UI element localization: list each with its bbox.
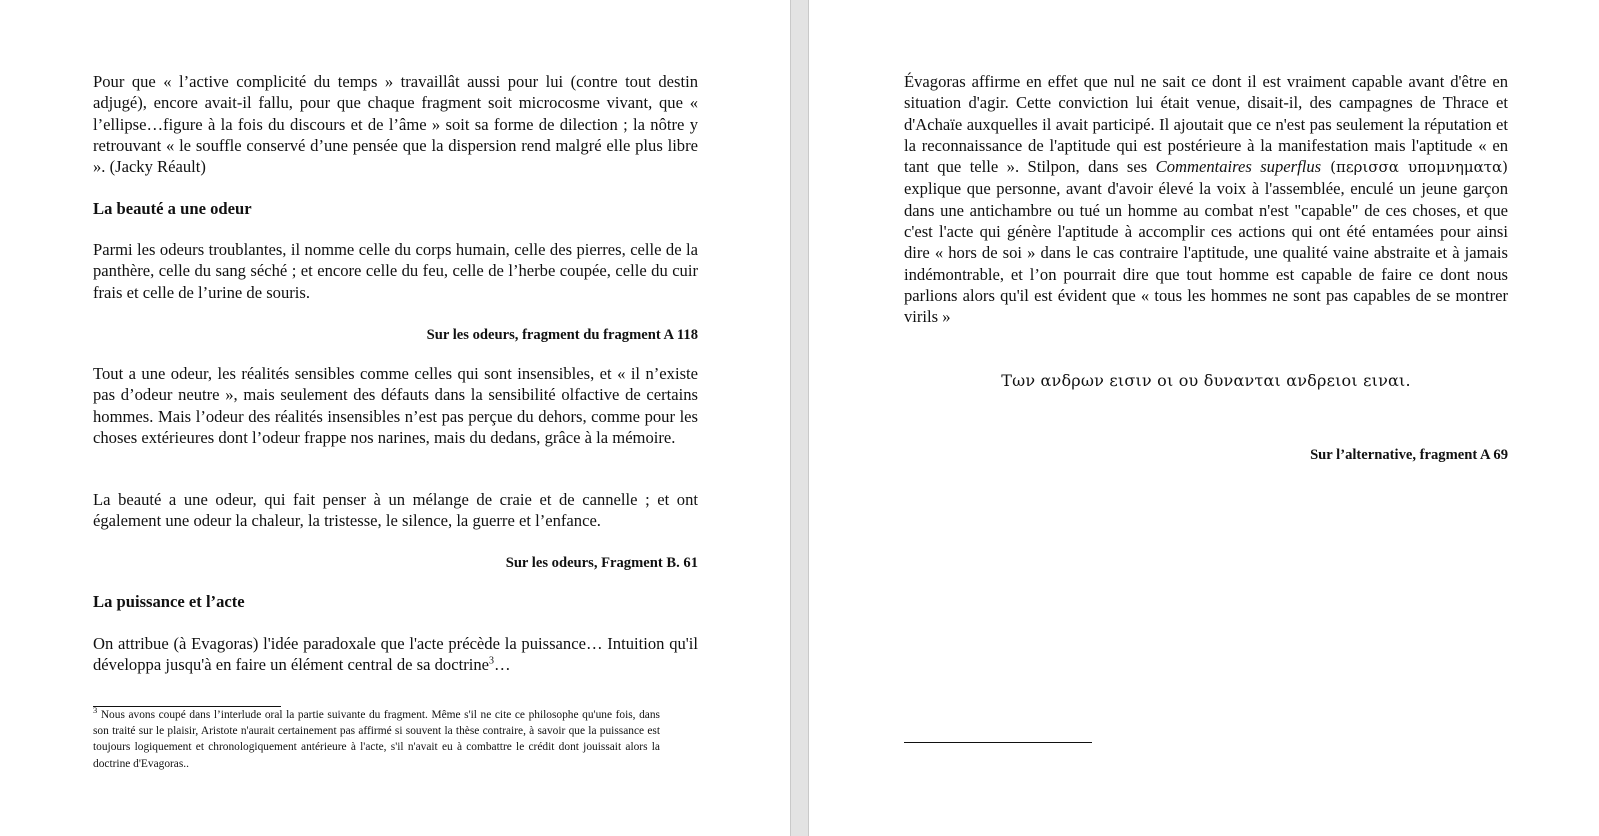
footnote-separator-right bbox=[904, 742, 1092, 743]
page-gutter bbox=[790, 0, 809, 836]
greek-book-title: (περισσα υπομνηματα) bbox=[1321, 158, 1508, 177]
footnote-number: 3 bbox=[93, 705, 98, 716]
section-heading-power-act: La puissance et l’acte bbox=[93, 592, 245, 611]
power-act-ellipsis: … bbox=[494, 655, 511, 675]
power-act-text: On attribue (à Evagoras) l'idée paradoxale que l'acte précède la puissance… Intuition qu'il développa jusqu'à en faire un élément central de sa doctrine bbox=[93, 634, 698, 675]
footnote bbox=[93, 707, 660, 772]
evagoras-text-end: explique que personne, avant d'avoir élevé la voix à l'assemblée, enculé un jeune garçon dans une antichambre ou tué un homme au combat n'est "capable" de ces choses, et que c'est l'acte qui génère l'aptitude à accomplir ces actions qui ont été entamées pour ainsi dire « hors de soi » dans le cas contraire l'aptitude, une qualité vaine abstraite et à jamais indémontrable, et l’on pourrait dire que tout homme est capable de faire ce dont nous parlions alors qu'il est évident que « tous les hommes ne sont pas capables de se montrer virils » bbox=[904, 179, 1508, 327]
intro-paragraph: Pour que « l’active complicité du temps » travaillât aussi pour lui (contre tout destin adjugé), encore avait-il fallu, pour que chaque fragment soit microcosme vivant, que « l’ellipse…figure à la fois du discours et de l’âme » soit sa forme de dilection ; la nôtre y retrouvant « le souffle conservé d’une pensée que la dispersion rend malgré elle plus libre ». (Jacky Réault) bbox=[93, 72, 698, 177]
footnote-reference[interactable]: 3 bbox=[489, 655, 494, 667]
left-page bbox=[0, 0, 790, 836]
beauty-odour-paragraph: La beauté a une odeur, qui fait penser à un mélange de craie et de cannelle ; et ont également une odeur la chaleur, la tristesse, le silence, la guerre et l’enfance. bbox=[93, 490, 698, 531]
greek-quote: Των ανδρων εισιν οι ου δυνανται ανδρειοι ειναι. bbox=[1001, 371, 1411, 390]
footnote-text: Nous avons coupé dans l’interlude oral la partie suivante du fragment. Même s'il ne cite ce philosophe qu'une fois, dans son traité sur le plaisir, Aristote n'aurait certainement pas affirmé si souvent la thèse contraire, à savoir que la puissance est toujours logiquement et chronologiquement antérieure à l'acte, s'il n'avait eu à combattre le crédit dont jouissait alors la doctrine d'Evagoras.. bbox=[93, 709, 660, 770]
book-title: Commentaires superflus bbox=[1155, 157, 1322, 177]
right-page bbox=[810, 0, 1599, 836]
evagoras-paragraph bbox=[904, 71, 1508, 328]
citation-b61: Sur les odeurs, Fragment B. 61 bbox=[505, 555, 698, 571]
section-heading-beauty: La beauté a une odeur bbox=[93, 199, 252, 218]
citation-a69: Sur l’alternative, fragment A 69 bbox=[1310, 447, 1508, 463]
citation-a118: Sur les odeurs, fragment du fragment A 118 bbox=[426, 327, 698, 343]
odours-paragraph: Parmi les odeurs troublantes, il nomme celle du corps humain, celle des pierres, celle de la panthère, celle du sang séché ; et encore celle du feu, celle de l’herbe coupée, celle du cuir frais et celle de l’urine de souris. bbox=[93, 240, 698, 302]
everything-has-odour-paragraph: Tout a une odeur, les réalités sensibles comme celles qui sont insensibles, et « il n’existe pas d’odeur neutre », mais seulement des défauts dans la sensibilité olfactive de certains hommes. Mais l’odeur des réalités insensibles n’est pas perçue du dehors, comme pour les choses extérieures dont l’odeur frappe nos narines, mais du dedans, grâce à la mémoire. bbox=[93, 364, 698, 447]
power-act-paragraph bbox=[93, 633, 698, 676]
evagoras-text-start: Évagoras affirme en effet que nul ne sait ce dont il est vraiment capable avant d'être en situation d'agir. Cette conviction lui était venue, disait-il, des campagnes de Thrace et d'Achaïe auxquelles il avait participé. Il ajoutait que ce n'est pas seulement la réputation et la reconnaissance de l'aptitude qui est postérieure à la manifestation mais l'aptitude « en tant que telle ». Stilpon, dans ses bbox=[904, 72, 1508, 177]
